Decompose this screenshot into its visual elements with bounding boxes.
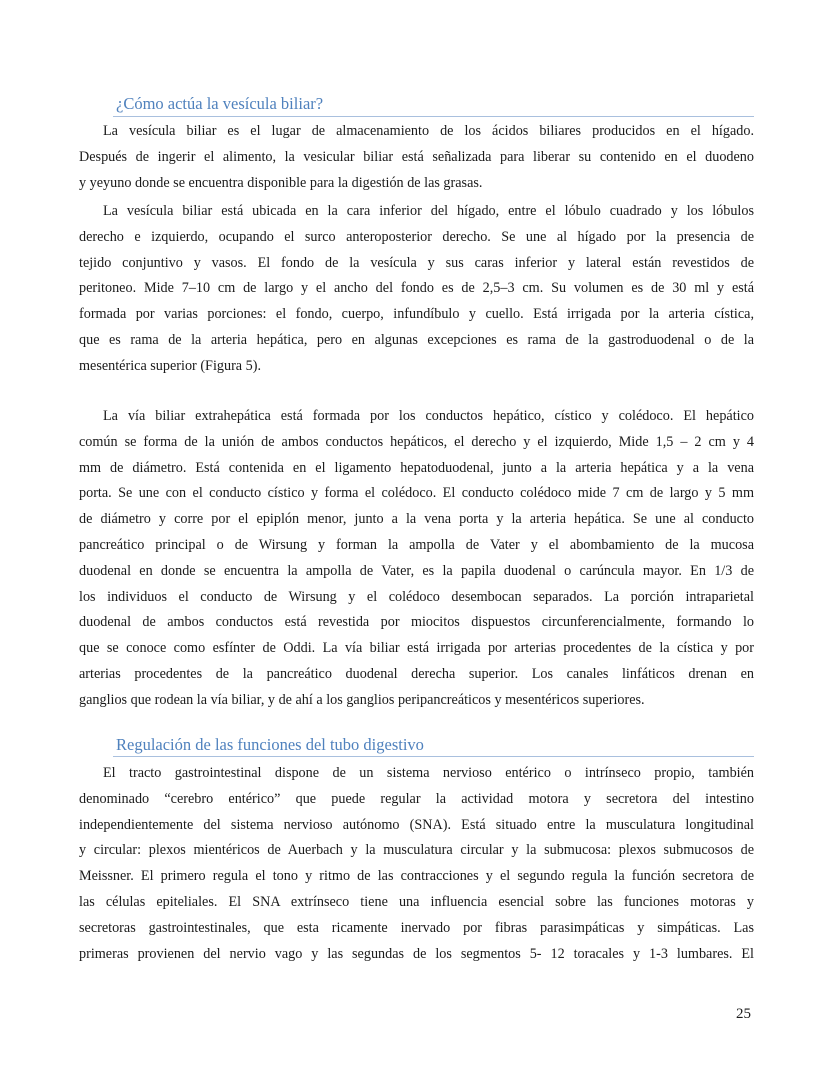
paragraph-1-line: La vesícula biliar es el lugar de almacenamiento de los ácidos biliares producidos en el hígado. bbox=[103, 123, 754, 139]
paragraph-3-line: duodenal de ambos conductos está revestida por miocitos dispuestos circunferencialmente, formando lo bbox=[79, 614, 754, 631]
paragraph-3-line: común se forma de la unión de ambos conductos hepáticos, el derecho y el izquierdo, Mide 1,5 – 2 cm y 4 bbox=[79, 433, 754, 450]
paragraph-4-line: independientemente del sistema nervioso autónomo (SNA). Está situado entre la musculatura longitudinal bbox=[79, 816, 754, 833]
paragraph-1-line: Después de ingerir el alimento, la vesicular biliar está señalizada para liberar su contenido en el duodeno bbox=[79, 148, 754, 165]
paragraph-2-line: mesentérica superior (Figura 5). bbox=[79, 357, 262, 374]
paragraph-4-line: primeras provienen del nervio vago y las segundas de los segmentos 5- 12 toracales y 1-3 lumbares. El bbox=[79, 945, 754, 962]
paragraph-3-line: arterias procedentes de la pancreático duodenal derecha superior. Los canales linfáticos drenan en bbox=[79, 666, 754, 682]
paragraph-3-line: pancreático principal o de Wirsung y forman la ampolla de Vater y el abombamiento de la mucosa bbox=[79, 537, 754, 553]
paragraph-2-line: formada por varias porciones: el fondo, cuerpo, infundíbulo y cuello. Está irrigada por la arteria cística, bbox=[79, 306, 754, 323]
paragraph-4-line: secretoras gastrointestinales, que esta ricamente inervado por fibras parasimpáticas y simpáticas. Las bbox=[79, 919, 754, 936]
paragraph-2-line: tejido conjuntivo y vasos. El fondo de la vesícula y sus caras inferior y lateral están revestidos de bbox=[79, 254, 754, 271]
paragraph-2-line: La vesícula biliar está ubicada en la cara inferior del hígado, entre el lóbulo cuadrado y los lóbulos bbox=[103, 203, 754, 219]
heading-rule bbox=[113, 756, 754, 757]
paragraph-4-line: Meissner. El primero regula el tono y ritmo de las contracciones y el segundo regula la función secretora de bbox=[79, 868, 754, 885]
heading-regulacion-funciones: Regulación de las funciones del tubo digestivo bbox=[116, 735, 424, 754]
paragraph-3-line: La vía biliar extrahepática está formada por los conductos hepático, cístico y colédoco. El hepático bbox=[103, 408, 754, 424]
paragraph-3-line: mm de diámetro. Está contenida en el ligamento hepatoduodenal, junto a la arteria hepática y a la vena bbox=[79, 459, 754, 476]
paragraph-3-line: de diámetro y corre por el epiplón menor, junto a la vena porta y la arteria hepática. Se une al conducto bbox=[79, 511, 754, 528]
paragraph-2-line: que es rama de la arteria hepática, pero en algunas excepciones es rama de la gastroduodenal o de la bbox=[79, 332, 754, 348]
paragraph-3-line: duodenal en donde se encuentra la ampolla de Vater, es la papila duodenal o carúncula mayor. En 1/3 de bbox=[79, 562, 754, 579]
paragraph-3-line: que se conoce como esfínter de Oddi. La vía biliar está irrigada por arterias procedentes de la cística y por bbox=[79, 640, 754, 657]
paragraph-3-line: los individuos el conducto de Wirsung y el colédoco desembocan separados. La porción intraparietal bbox=[79, 588, 754, 605]
paragraph-1-line: y yeyuno donde se encuentra disponible para la digestión de las grasas. bbox=[79, 174, 483, 191]
paragraph-3-line: porta. Se une con el conducto cístico y forma el colédoco. El conducto colédoco mide 7 cm de largo y 5 mm bbox=[79, 485, 754, 502]
paragraph-4-line: y circular: plexos mientéricos de Auerbach y la musculatura circular y la submucosa: plexos submucosos de bbox=[79, 842, 754, 859]
heading-rule bbox=[113, 116, 754, 117]
paragraph-4-line: El tracto gastrointestinal dispone de un sistema nervioso entérico o intrínseco propio, también bbox=[103, 765, 754, 781]
heading-como-actua-vesicula: ¿Cómo actúa la vesícula biliar? bbox=[116, 94, 324, 113]
paragraph-2-line: derecho e izquierdo, ocupando el surco anteroposterior derecho. Se une al hígado por la presencia de bbox=[79, 228, 754, 245]
paragraph-4-line: las células epiteliales. El SNA extrínseco tiene una influencia esencial sobre las funciones motoras y bbox=[79, 894, 754, 910]
paragraph-4-line: denominado “cerebro entérico” que puede regular la actividad motora y secretora del intestino bbox=[79, 790, 754, 807]
paragraph-3-line: ganglios que rodean la vía biliar, y de ahí a los ganglios peripancreáticos y mesentéricos superiores. bbox=[79, 691, 645, 708]
paragraph-2-line: peritoneo. Mide 7–10 cm de largo y el ancho del fondo es de 2,5–3 cm. Su volumen es de 30 ml y está bbox=[79, 280, 754, 297]
page-number: 25 bbox=[736, 1006, 751, 1022]
